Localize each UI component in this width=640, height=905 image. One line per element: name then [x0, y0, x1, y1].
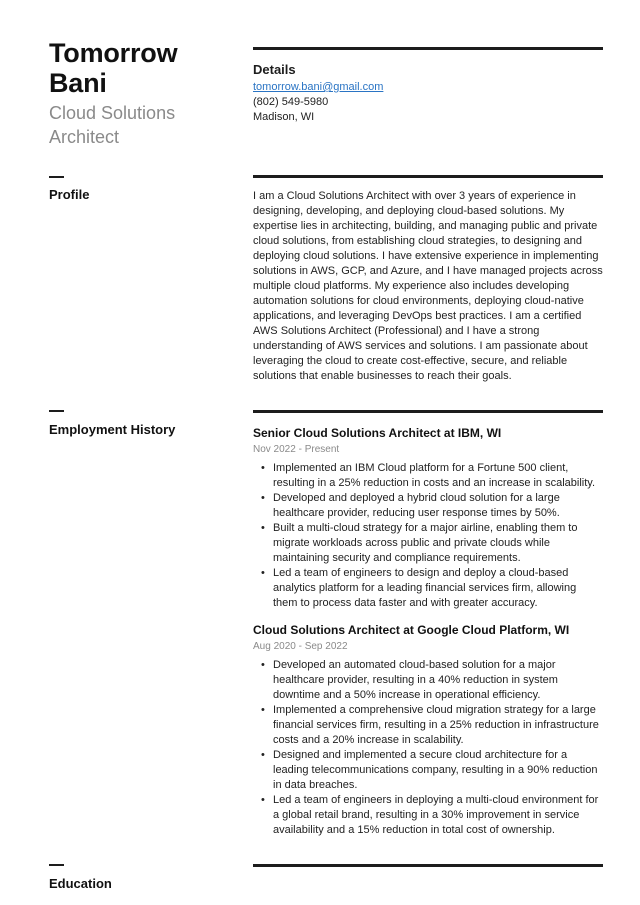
profile-summary: I am a Cloud Solutions Architect with over 3 years of experience in designing, developing, and deploying cloud-based solutions. My expertise lies in architecting, building, and managing public and private cloud solutions, from establishing cloud strategies, to designing and deploying cloud solutions. I have extensive experience in implementing solutions in AWS, GCP, and Azure, and I have managed projects across multiple cloud platforms. My experience also includes developing automation solutions for cloud environments, deploying cloud-native applications, and leveraging DevOps best practices. I am a certified AWS Solutions Architect (Professional) and I have a strong understanding of AWS services and solutions. I am passionate about leveraging the cloud to create cost-effective, secure, and reliable solutions that enable businesses to reach their goals. — [253, 190, 603, 382]
name-line-1: Tomorrow — [49, 38, 178, 68]
job-title-heading — [49, 101, 234, 149]
job-bullets — [253, 461, 603, 611]
details-divider — [253, 47, 603, 50]
job-entry — [253, 623, 603, 838]
education-heading: Education — [49, 876, 112, 891]
job-title: Cloud Solutions Architect at Google Cloud Platform, WI — [253, 623, 570, 637]
name-line-2: Bani — [49, 68, 107, 98]
job-bullets — [253, 658, 603, 838]
profile-divider — [253, 175, 603, 178]
job-bullet: • Led a team of engineers in deploying a multi-cloud environment for a global retail brand, resulting in a 30% improvement in service availability and a 15% reduction in total cost of ownership. — [253, 793, 603, 838]
employment-dash — [49, 410, 64, 412]
job-bullet: • Developed an automated cloud-based solution for a major healthcare provider, resulting in a 40% reduction in system downtime and a 50% increase in operational efficiency. — [253, 658, 603, 703]
email-link[interactable]: tomorrow.bani@gmail.com — [253, 81, 384, 93]
job-bullet: • Implemented a comprehensive cloud migration strategy for a large financial services firm, resulting in a 25% reduction in infrastructure costs and a 20% increase in scalability. — [253, 703, 603, 748]
job-bullet: • Built a multi-cloud strategy for a major airline, enabling them to migrate workloads across public and private clouds while maintaining security and compliance requirements. — [253, 521, 603, 566]
job-bullet: • Developed and deployed a hybrid cloud solution for a large healthcare provider, reducing user response times by 50%. — [253, 491, 603, 521]
job-bullet: • Designed and implemented a secure cloud architecture for a leading telecommunications company, resulting in a 90% reduction in data breaches. — [253, 748, 603, 793]
details-heading: Details — [253, 62, 296, 77]
job-title: Senior Cloud Solutions Architect at IBM, WI — [253, 426, 502, 440]
title-line-2: Architect — [49, 127, 120, 147]
education-dash — [49, 864, 64, 866]
employment-heading: Employment History — [49, 422, 176, 437]
job-bullet: • Implemented an IBM Cloud platform for a Fortune 500 client, resulting in a 25% reduction in costs and an increase in scalability. — [253, 461, 603, 491]
job-dates: Nov 2022 - Present — [253, 444, 340, 455]
location: Madison, WI — [253, 111, 315, 123]
title-line-1: Cloud Solutions — [49, 103, 176, 123]
phone-number: (802) 549-5980 — [253, 96, 329, 108]
job-entry — [253, 426, 603, 611]
job-bullet: • Led a team of engineers to design and deploy a cloud-based analytics platform for a leading financial services firm, allowing them to process data faster and with greater accuracy. — [253, 566, 603, 611]
employment-divider — [253, 410, 603, 413]
profile-heading: Profile — [49, 187, 90, 202]
candidate-name — [49, 38, 234, 98]
details-block — [253, 80, 603, 125]
profile-dash — [49, 176, 64, 178]
job-dates: Aug 2020 - Sep 2022 — [253, 641, 348, 652]
education-divider — [253, 864, 603, 867]
